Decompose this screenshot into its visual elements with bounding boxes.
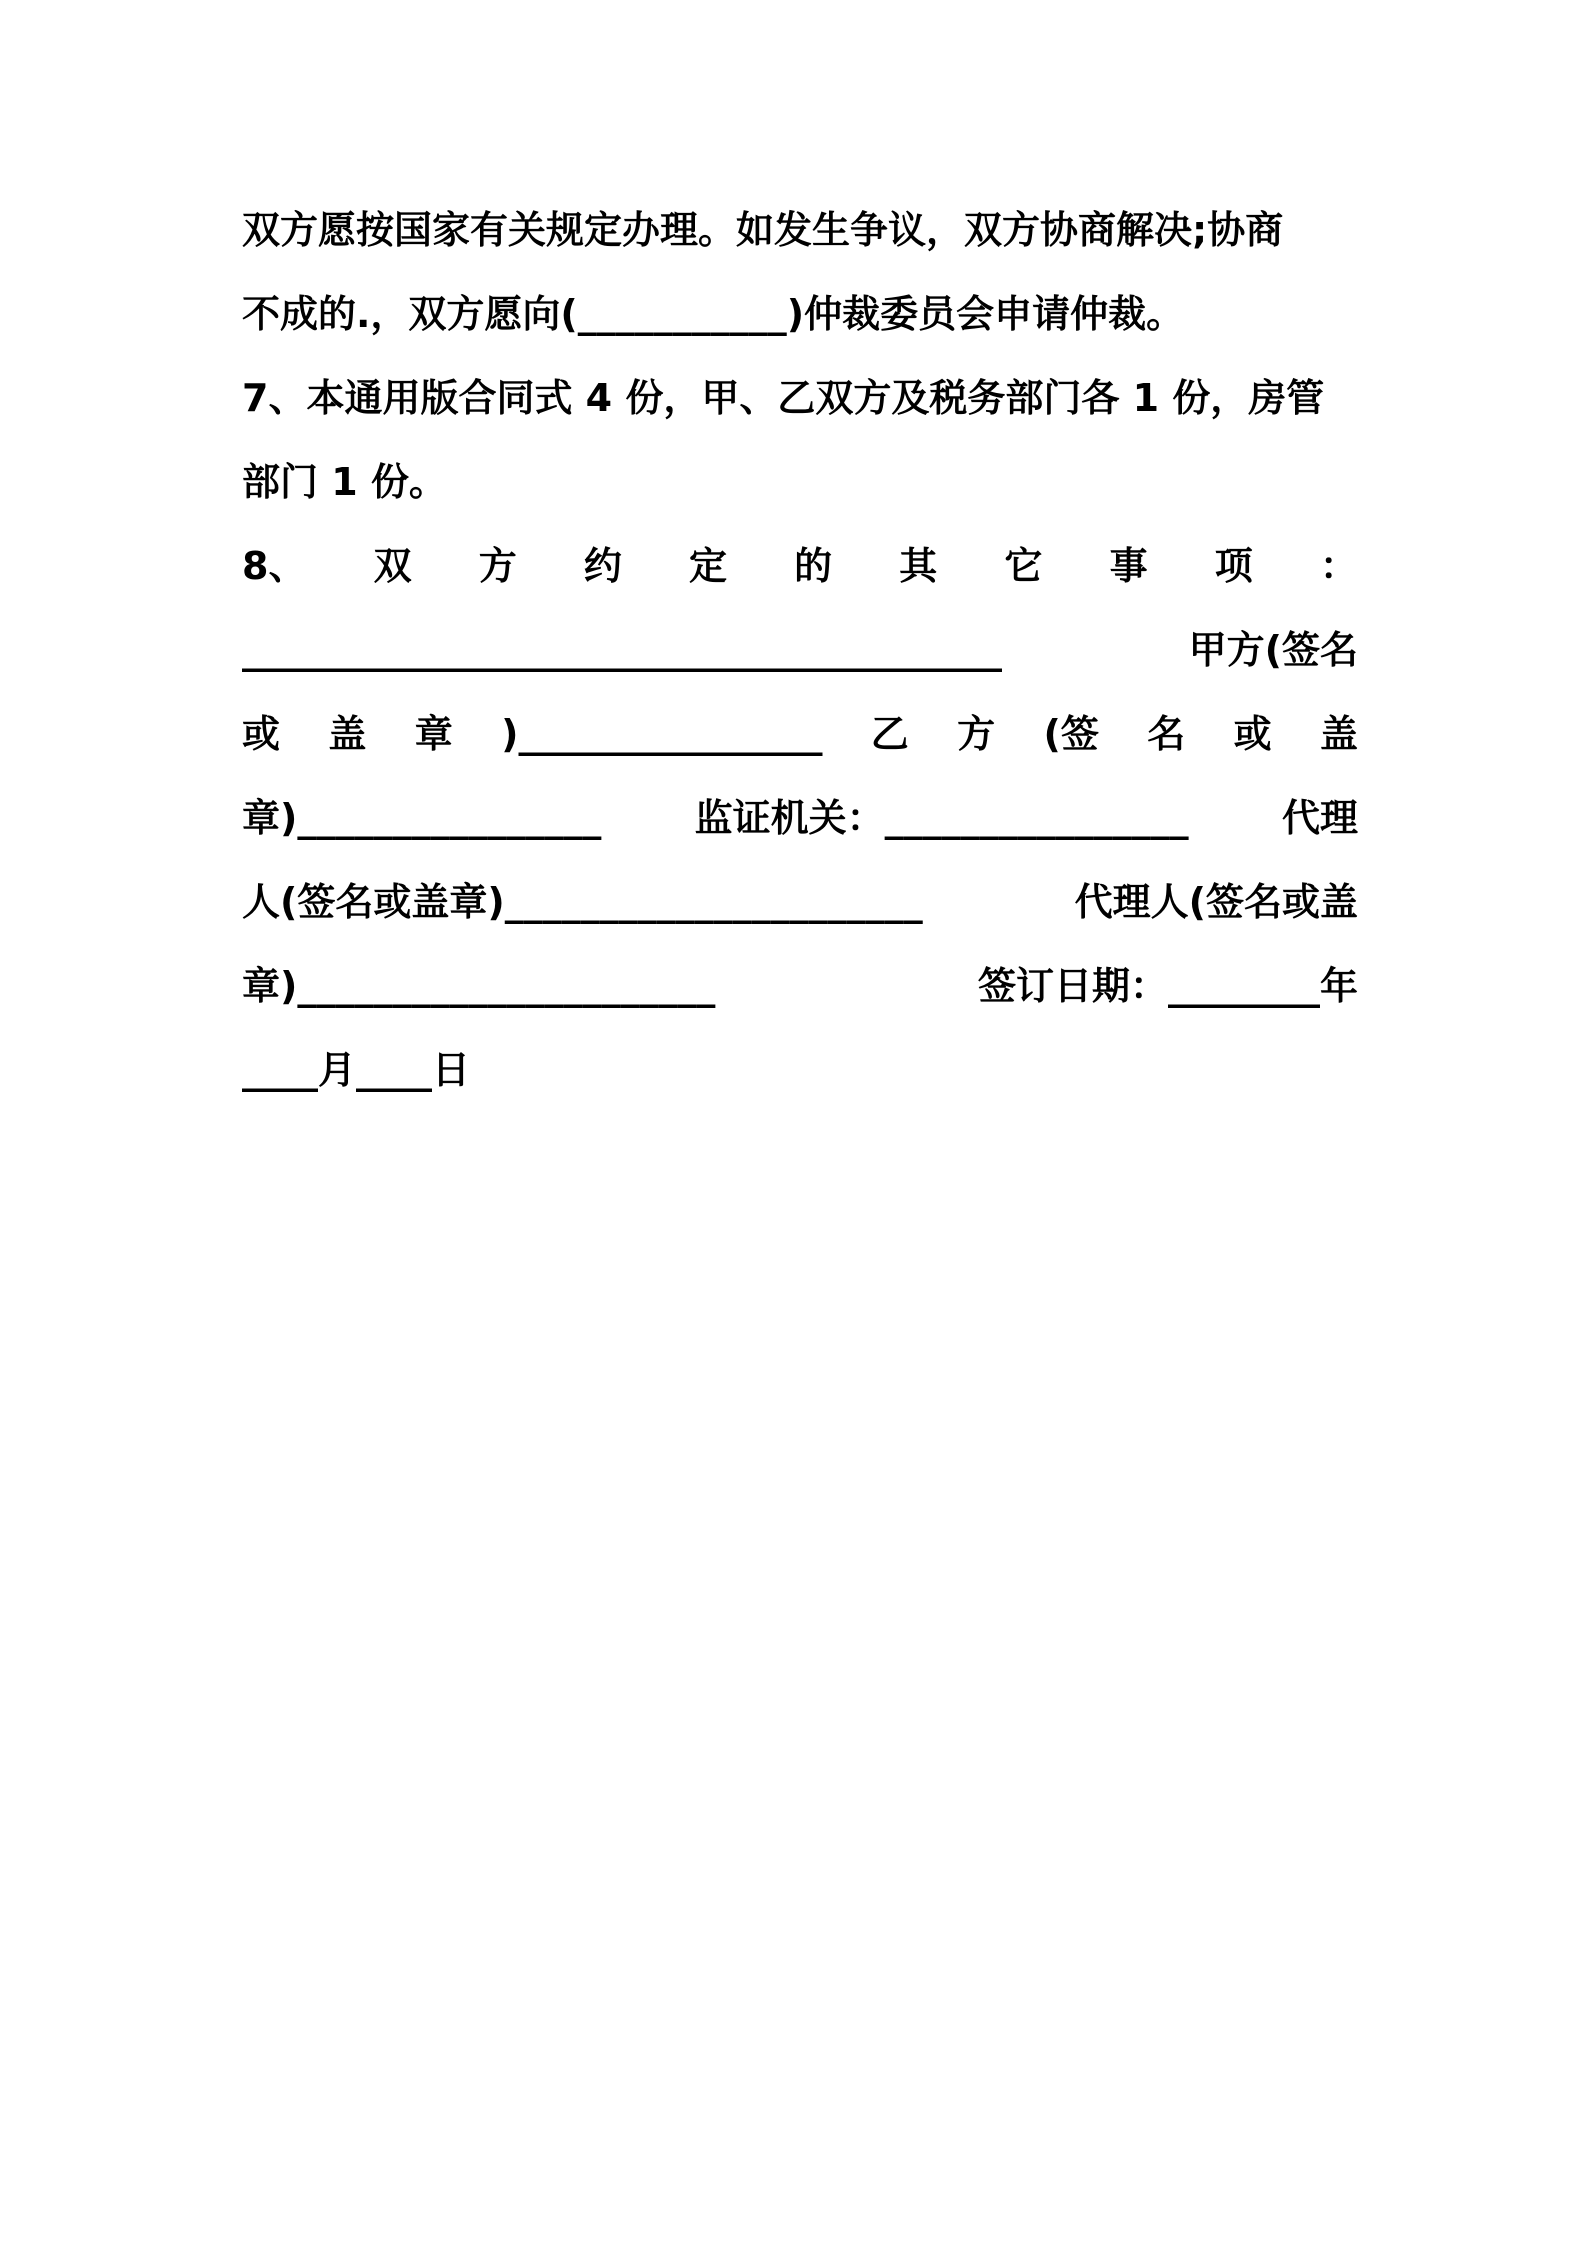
text-segment: 定 — [689, 544, 728, 588]
text-segment: 或 — [242, 712, 281, 756]
text-segment: 章)________________ — [242, 796, 602, 840]
text-segment: )________________ — [501, 712, 823, 756]
text-segment: 甲方(签名 — [1188, 628, 1358, 672]
text-segment: 或 — [1233, 712, 1272, 756]
signing-date-day-line — [242, 1028, 1358, 1112]
text-segment: 不成的.，双方愿向(___________)仲裁委员会申请仲裁。 — [242, 292, 1185, 336]
text-segment: 其 — [899, 544, 938, 588]
clause-7-line-1 — [242, 356, 1358, 440]
text-segment: ： — [1319, 544, 1358, 588]
text-segment: 监证机关：________________ — [694, 796, 1189, 840]
text-segment: 约 — [583, 544, 622, 588]
text-segment: 代理 — [1281, 796, 1358, 840]
clause-7-line-2 — [242, 440, 1358, 524]
text-segment: 签订日期：________年 — [977, 964, 1358, 1008]
text-segment: 方 — [478, 544, 517, 588]
text-segment: ____月____日 — [242, 1048, 471, 1092]
text-segment: 章 — [414, 712, 453, 756]
text-segment: 盖 — [1319, 712, 1358, 756]
text-segment: ________________________________________ — [242, 628, 1002, 672]
text-segment: 盖 — [328, 712, 367, 756]
text-segment: 7、本通用版合同式 4 份，甲、乙双方及税务部门各 1 份，房管 — [242, 376, 1325, 420]
text-segment: 事 — [1109, 544, 1148, 588]
text-segment: 名 — [1147, 712, 1186, 756]
text-segment: 人(签名或盖章)______________________ — [242, 880, 923, 924]
witness-agency-line — [242, 776, 1358, 860]
party-a-signature-line — [242, 608, 1358, 692]
text-segment: 部门 1 份。 — [242, 460, 447, 504]
text-segment: 项 — [1214, 544, 1253, 588]
party-b-signature-line — [242, 692, 1358, 776]
text-segment: 双 — [373, 544, 412, 588]
text-segment: 8、 — [242, 544, 307, 588]
text-segment: 双方愿按国家有关规定办理。如发生争议，双方协商解决;协商 — [242, 208, 1284, 252]
text-segment: 代理人(签名或盖 — [1074, 880, 1358, 924]
text-segment: 章)______________________ — [242, 964, 716, 1008]
text-segment: 它 — [1004, 544, 1043, 588]
signing-date-line — [242, 944, 1358, 1028]
text-segment: 方 — [957, 712, 996, 756]
agent-signature-line — [242, 860, 1358, 944]
text-segment: 乙 — [870, 712, 909, 756]
text-segment: (签 — [1043, 712, 1099, 756]
paragraph-line-1 — [242, 188, 1358, 272]
text-segment: 的 — [794, 544, 833, 588]
paragraph-line-2 — [242, 272, 1358, 356]
clause-8-heading — [242, 524, 1358, 608]
